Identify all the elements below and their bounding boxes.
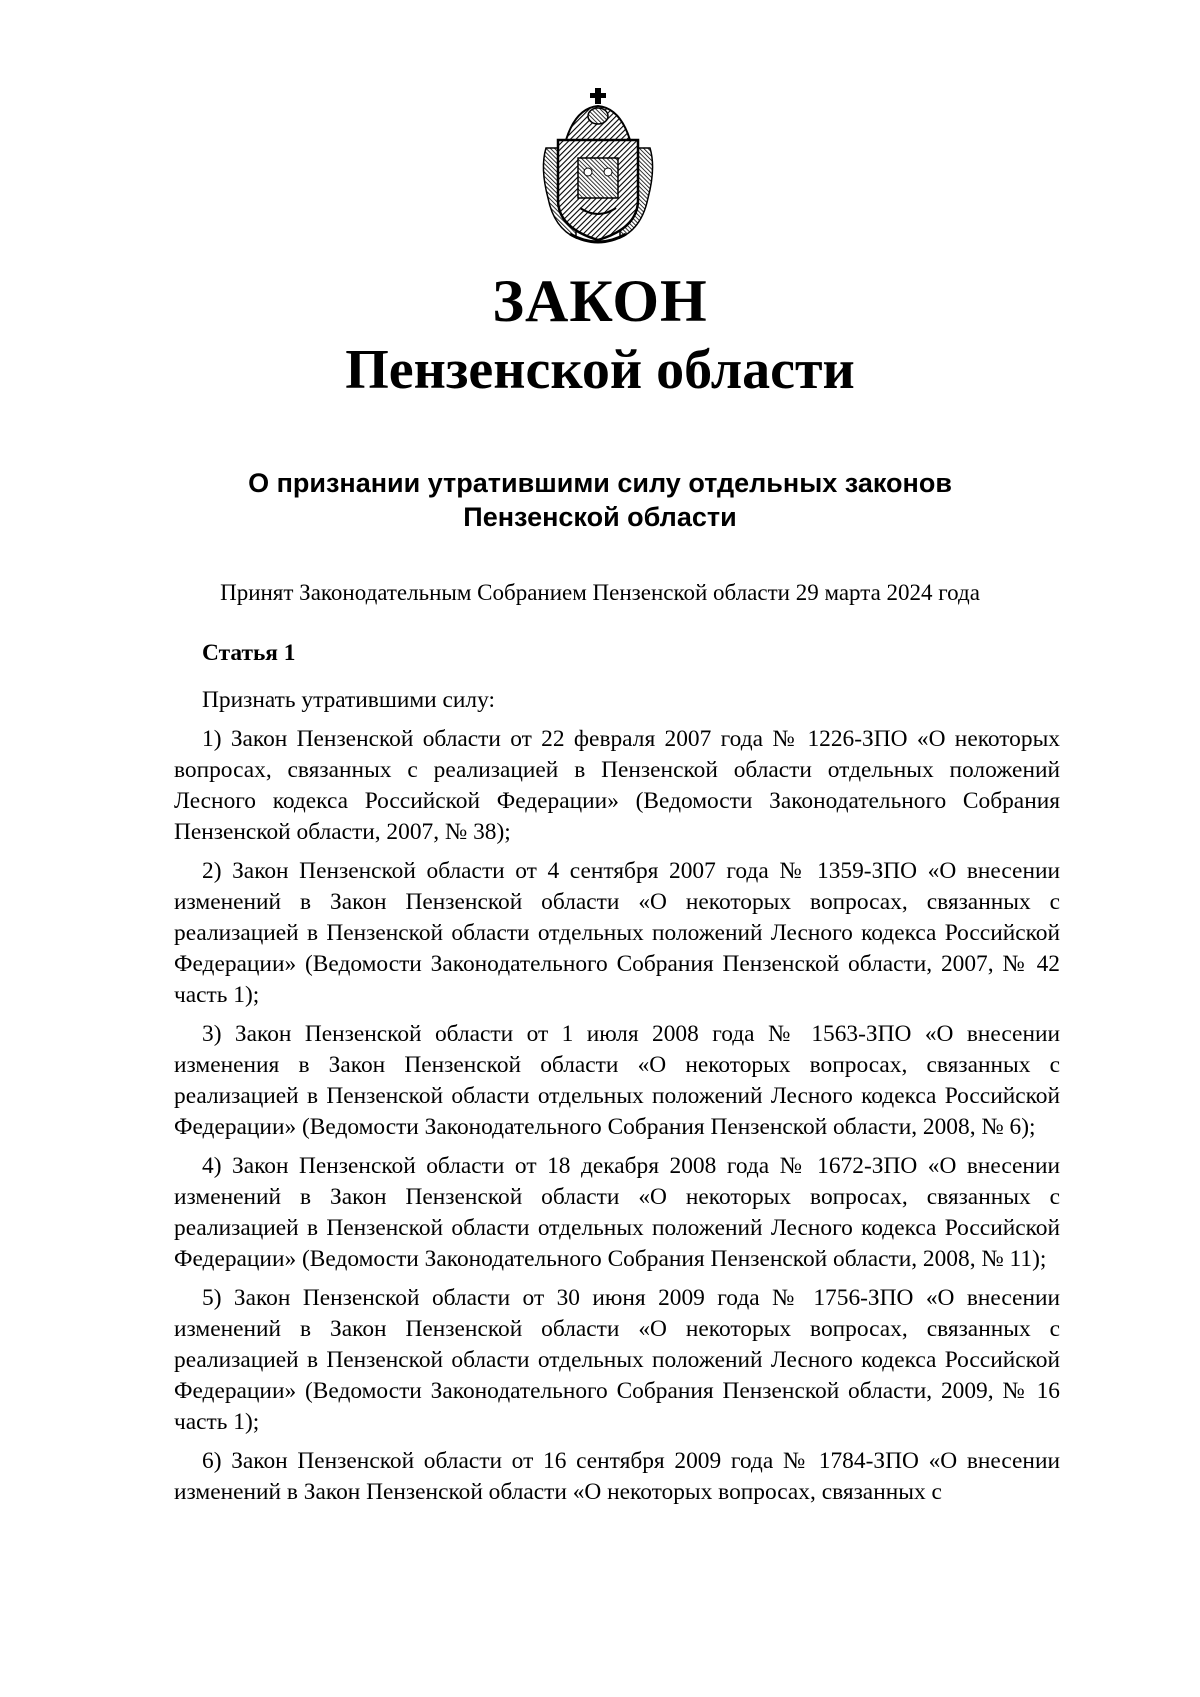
list-item: 4) Закон Пензенской области от 18 декабря 2008 года № 1672-ЗПО «О внесении изменений в Закон Пензенской области «О некоторых вопросах, связанных с реализацией в Пензенской области отдельных положений Лесного кодекса Российской Федерации» (Ведомости Законодательного Собрания Пензенской области, 2008, № 11); [174,1153,1060,1272]
list-item: 1) Закон Пензенской области от 22 февраля 2007 года № 1226-ЗПО «О некоторых вопросах, связанных с реализацией в Пензенской области отдельных положений Лесного кодекса Российской Федерации» (Ведомости Законодательного Собрания Пензенской области, 2007, № 38); [174,726,1060,845]
list-item: 2) Закон Пензенской области от 4 сентября 2007 года № 1359-ЗПО «О внесении изменений в Закон Пензенской области «О некоторых вопросах, связанных с реализацией в Пензенской области отдельных положений Лесного кодекса Российской Федерации» (Ведомости Законодательного Собрания Пензенской области, 2007, № 42 часть 1); [174,858,1060,1008]
document-body [174,638,1060,1516]
article-intro: Признать утратившими силу: [202,687,495,713]
adoption-note: Принят Законодательным Собранием Пензенской области 29 марта 2024 года [220,580,980,605]
law-title: ЗАКОН [492,268,708,334]
coat-of-arms-icon [536,88,660,250]
law-subject [0,466,1200,534]
article-heading: Статья 1 [202,640,296,666]
list-item: 6) Закон Пензенской области от 16 сентября 2009 года № 1784-ЗПО «О внесении изменений в Закон Пензенской области «О некоторых вопросах, связанных с [174,1448,1060,1505]
law-subject-line: О признании утратившими силу отдельных законов [248,468,952,498]
list-item: 3) Закон Пензенской области от 1 июля 2008 года № 1563-ЗПО «О внесении изменения в Закон Пензенской области «О некоторых вопросах, связанных с реализацией в Пензенской области отдельных положений Лесного кодекса Российской Федерации» (Ведомости Законодательного Собрания Пензенской области, 2008, № 6); [174,1021,1060,1140]
law-subject-line: Пензенской области [463,502,737,532]
law-region: Пензенской области [345,339,855,401]
list-item: 5) Закон Пензенской области от 30 июня 2009 года № 1756-ЗПО «О внесении изменений в Закон Пензенской области «О некоторых вопросах, связанных с реализацией в Пензенской области отдельных положений Лесного кодекса Российской Федерации» (Ведомости Законодательного Собрания Пензенской области, 2009, № 16 часть 1); [174,1285,1060,1435]
